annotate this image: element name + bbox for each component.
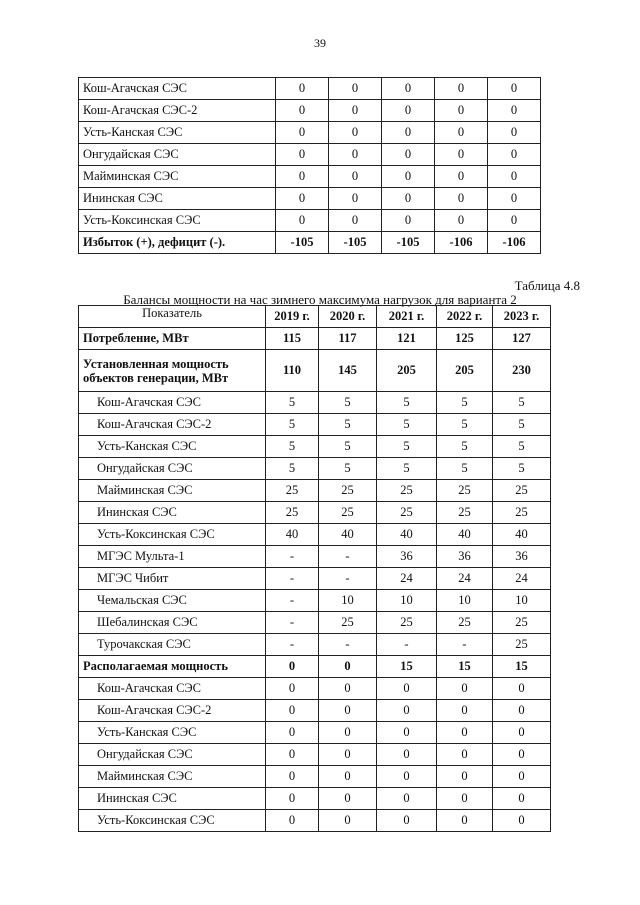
cell-value: - xyxy=(319,546,377,568)
cell-value: 0 xyxy=(276,122,329,144)
cell-value: 25 xyxy=(266,480,319,502)
cell-value: 0 xyxy=(276,78,329,100)
table-row xyxy=(79,810,551,832)
cell-value: 0 xyxy=(493,810,551,832)
cell-value: 0 xyxy=(437,788,493,810)
row-label: Онгудайская СЭС xyxy=(79,744,266,766)
table-continuation xyxy=(78,77,541,254)
table-row xyxy=(79,788,551,810)
cell-value: 5 xyxy=(437,458,493,480)
row-label: Избыток (+), дефицит (-). xyxy=(79,232,276,254)
table-row xyxy=(79,414,551,436)
cell-value: 10 xyxy=(377,590,437,612)
cell-value: 0 xyxy=(488,144,541,166)
cell-value: 25 xyxy=(437,612,493,634)
cell-value: 5 xyxy=(437,414,493,436)
header-year: 2023 г. xyxy=(493,306,551,328)
row-label: Кош-Агачская СЭС-2 xyxy=(79,100,276,122)
cell-value: 115 xyxy=(266,328,319,350)
cell-value: 0 xyxy=(435,188,488,210)
header-year: 2021 г. xyxy=(377,306,437,328)
cell-value: - xyxy=(377,634,437,656)
cell-value: 25 xyxy=(493,502,551,524)
cell-value: 0 xyxy=(329,210,382,232)
table-row xyxy=(79,612,551,634)
table-row xyxy=(79,458,551,480)
cell-value: 0 xyxy=(437,810,493,832)
cell-value: 5 xyxy=(319,436,377,458)
row-label: Потребление, МВт xyxy=(79,328,266,350)
table-row xyxy=(79,166,541,188)
table-row xyxy=(79,546,551,568)
cell-value: 5 xyxy=(319,414,377,436)
cell-value: 0 xyxy=(488,100,541,122)
cell-value: 0 xyxy=(266,722,319,744)
cell-value: 117 xyxy=(319,328,377,350)
cell-value: 10 xyxy=(437,590,493,612)
cell-value: 110 xyxy=(266,350,319,392)
cell-value: 0 xyxy=(276,188,329,210)
cell-value: 25 xyxy=(377,612,437,634)
cell-value: -105 xyxy=(329,232,382,254)
cell-value: -105 xyxy=(276,232,329,254)
cell-value: 40 xyxy=(266,524,319,546)
cell-value: 0 xyxy=(319,722,377,744)
cell-value: 0 xyxy=(437,744,493,766)
cell-value: 0 xyxy=(276,144,329,166)
cell-value: - xyxy=(437,634,493,656)
cell-value: 0 xyxy=(266,788,319,810)
cell-value: 25 xyxy=(493,480,551,502)
cell-value: - xyxy=(266,612,319,634)
cell-value: 0 xyxy=(276,166,329,188)
row-label: Турочакская СЭС xyxy=(79,634,266,656)
cell-value: 0 xyxy=(266,656,319,678)
cell-value: 0 xyxy=(435,144,488,166)
cell-value: 10 xyxy=(493,590,551,612)
cell-value: 0 xyxy=(266,678,319,700)
table-row xyxy=(79,678,551,700)
cell-value: - xyxy=(319,568,377,590)
table-row xyxy=(79,350,551,392)
cell-value: 127 xyxy=(493,328,551,350)
cell-value: -106 xyxy=(435,232,488,254)
row-label: Майминская СЭС xyxy=(79,166,276,188)
cell-value: 0 xyxy=(377,788,437,810)
cell-value: 205 xyxy=(377,350,437,392)
cell-value: 24 xyxy=(377,568,437,590)
cell-value: 15 xyxy=(493,656,551,678)
cell-value: 0 xyxy=(493,766,551,788)
cell-value: - xyxy=(266,546,319,568)
cell-value: 24 xyxy=(437,568,493,590)
cell-value: 36 xyxy=(377,546,437,568)
row-label: Усть-Канская СЭС xyxy=(79,122,276,144)
table-row xyxy=(79,744,551,766)
row-label: Располагаемая мощность xyxy=(79,656,266,678)
table-row xyxy=(79,100,541,122)
cell-value: 36 xyxy=(437,546,493,568)
cell-value: 25 xyxy=(319,612,377,634)
cell-value: 0 xyxy=(319,678,377,700)
cell-value: 15 xyxy=(437,656,493,678)
cell-value: 0 xyxy=(435,100,488,122)
cell-value: 0 xyxy=(377,766,437,788)
cell-value: 0 xyxy=(319,656,377,678)
cell-value: 10 xyxy=(319,590,377,612)
cell-value: 0 xyxy=(382,122,435,144)
cell-value: 0 xyxy=(382,144,435,166)
cell-value: 0 xyxy=(276,210,329,232)
cell-value: 0 xyxy=(435,166,488,188)
cell-value: 0 xyxy=(377,810,437,832)
cell-value: 0 xyxy=(437,678,493,700)
cell-value: 0 xyxy=(493,700,551,722)
cell-value: 0 xyxy=(488,210,541,232)
cell-value: 0 xyxy=(377,744,437,766)
cell-value: 5 xyxy=(319,392,377,414)
cell-value: 25 xyxy=(377,480,437,502)
cell-value: 5 xyxy=(437,436,493,458)
cell-value: 5 xyxy=(493,392,551,414)
cell-value: 0 xyxy=(382,188,435,210)
cell-value: 5 xyxy=(266,436,319,458)
row-label: Усть-Канская СЭС xyxy=(79,436,266,458)
cell-value: 40 xyxy=(377,524,437,546)
row-label: МГЭС Мульта-1 xyxy=(79,546,266,568)
cell-value: 0 xyxy=(319,744,377,766)
table-row xyxy=(79,188,541,210)
cell-value: 0 xyxy=(319,788,377,810)
cell-value: 25 xyxy=(493,612,551,634)
cell-value: 15 xyxy=(377,656,437,678)
table-row xyxy=(79,766,551,788)
cell-value: 0 xyxy=(382,78,435,100)
table-row xyxy=(79,568,551,590)
cell-value: 5 xyxy=(266,392,319,414)
cell-value: 25 xyxy=(319,502,377,524)
row-label: Онгудайская СЭС xyxy=(79,458,266,480)
table-row xyxy=(79,392,551,414)
cell-value: 5 xyxy=(319,458,377,480)
row-label: Ининская СЭС xyxy=(79,188,276,210)
row-label: Майминская СЭС xyxy=(79,766,266,788)
table-power-balance xyxy=(78,305,551,832)
cell-value: 125 xyxy=(437,328,493,350)
table-row xyxy=(79,656,551,678)
row-label: Онгудайская СЭС xyxy=(79,144,276,166)
cell-value: 0 xyxy=(329,78,382,100)
cell-value: 0 xyxy=(266,700,319,722)
row-label: Ининская СЭС xyxy=(79,788,266,810)
cell-value: 0 xyxy=(329,100,382,122)
row-label: Шебалинская СЭС xyxy=(79,612,266,634)
cell-value: 0 xyxy=(437,722,493,744)
cell-value: 0 xyxy=(435,210,488,232)
cell-value: 0 xyxy=(493,722,551,744)
table-row xyxy=(79,480,551,502)
table-row xyxy=(79,502,551,524)
cell-value: 0 xyxy=(266,744,319,766)
cell-value: 0 xyxy=(329,122,382,144)
table-row xyxy=(79,436,551,458)
cell-value: 0 xyxy=(488,78,541,100)
row-label: МГЭС Чибит xyxy=(79,568,266,590)
cell-value: 0 xyxy=(266,766,319,788)
row-label: Кош-Агачская СЭС xyxy=(79,678,266,700)
cell-value: 5 xyxy=(493,436,551,458)
page-number: 39 xyxy=(314,36,326,50)
cell-value: 36 xyxy=(493,546,551,568)
row-label: Установленная мощность объектов генерации, МВт xyxy=(79,350,266,392)
cell-value: 25 xyxy=(266,502,319,524)
cell-value: 0 xyxy=(437,766,493,788)
cell-value: 0 xyxy=(488,166,541,188)
cell-value: 25 xyxy=(493,634,551,656)
row-label: Усть-Коксинская СЭС xyxy=(79,810,266,832)
cell-value: 0 xyxy=(329,166,382,188)
table-header-row xyxy=(79,306,551,328)
row-label: Ининская СЭС xyxy=(79,502,266,524)
cell-value: 5 xyxy=(377,392,437,414)
cell-value: 5 xyxy=(493,414,551,436)
header-year: 2019 г. xyxy=(266,306,319,328)
cell-value: - xyxy=(266,568,319,590)
header-indicator: Показатель xyxy=(79,306,266,328)
cell-value: - xyxy=(266,634,319,656)
cell-value: 25 xyxy=(437,502,493,524)
cell-value: 0 xyxy=(488,122,541,144)
cell-value: 0 xyxy=(266,810,319,832)
cell-value: 5 xyxy=(266,458,319,480)
row-label: Усть-Коксинская СЭС xyxy=(79,524,266,546)
table-row xyxy=(79,144,541,166)
table-label: Таблица 4.8 xyxy=(514,278,580,293)
row-label: Усть-Коксинская СЭС xyxy=(79,210,276,232)
table-row xyxy=(79,634,551,656)
cell-value: 5 xyxy=(266,414,319,436)
cell-value: 0 xyxy=(493,678,551,700)
header-year: 2022 г. xyxy=(437,306,493,328)
cell-value: 25 xyxy=(437,480,493,502)
cell-value: 5 xyxy=(377,458,437,480)
cell-value: 0 xyxy=(382,166,435,188)
row-label: Майминская СЭС xyxy=(79,480,266,502)
table-title: Балансы мощности на час зимнего максимума нагрузок для варианта 2 xyxy=(123,292,517,307)
cell-value: 0 xyxy=(329,188,382,210)
cell-value: 0 xyxy=(276,100,329,122)
cell-value: 0 xyxy=(493,788,551,810)
row-label: Кош-Агачская СЭС-2 xyxy=(79,700,266,722)
cell-value: 40 xyxy=(493,524,551,546)
cell-value: 25 xyxy=(377,502,437,524)
cell-value: 0 xyxy=(319,700,377,722)
cell-value: 25 xyxy=(319,480,377,502)
cell-value: 5 xyxy=(377,414,437,436)
table-row xyxy=(79,210,541,232)
table-row xyxy=(79,524,551,546)
cell-value: 0 xyxy=(329,144,382,166)
cell-value: - xyxy=(319,634,377,656)
cell-value: 230 xyxy=(493,350,551,392)
cell-value: 5 xyxy=(437,392,493,414)
row-label: Чемальская СЭС xyxy=(79,590,266,612)
cell-value: 40 xyxy=(319,524,377,546)
cell-value: -106 xyxy=(488,232,541,254)
cell-value: 0 xyxy=(319,810,377,832)
row-label: Усть-Канская СЭС xyxy=(79,722,266,744)
cell-value: 145 xyxy=(319,350,377,392)
table-row xyxy=(79,328,551,350)
cell-value: 5 xyxy=(377,436,437,458)
row-label: Кош-Агачская СЭС-2 xyxy=(79,414,266,436)
cell-value: 0 xyxy=(435,122,488,144)
cell-value: 0 xyxy=(382,210,435,232)
cell-value: 0 xyxy=(319,766,377,788)
cell-value: 40 xyxy=(437,524,493,546)
cell-value: - xyxy=(266,590,319,612)
table-row xyxy=(79,590,551,612)
cell-value: 5 xyxy=(493,458,551,480)
row-label: Кош-Агачская СЭС xyxy=(79,392,266,414)
table-row xyxy=(79,232,541,254)
cell-value: 0 xyxy=(437,700,493,722)
cell-value: 0 xyxy=(382,100,435,122)
cell-value: 0 xyxy=(377,722,437,744)
row-label: Кош-Агачская СЭС xyxy=(79,78,276,100)
table-row xyxy=(79,122,541,144)
cell-value: 205 xyxy=(437,350,493,392)
cell-value: -105 xyxy=(382,232,435,254)
table-row xyxy=(79,722,551,744)
cell-value: 24 xyxy=(493,568,551,590)
cell-value: 0 xyxy=(377,678,437,700)
cell-value: 0 xyxy=(493,744,551,766)
table-row xyxy=(79,700,551,722)
cell-value: 0 xyxy=(435,78,488,100)
header-year: 2020 г. xyxy=(319,306,377,328)
cell-value: 0 xyxy=(377,700,437,722)
table-row xyxy=(79,78,541,100)
cell-value: 121 xyxy=(377,328,437,350)
cell-value: 0 xyxy=(488,188,541,210)
